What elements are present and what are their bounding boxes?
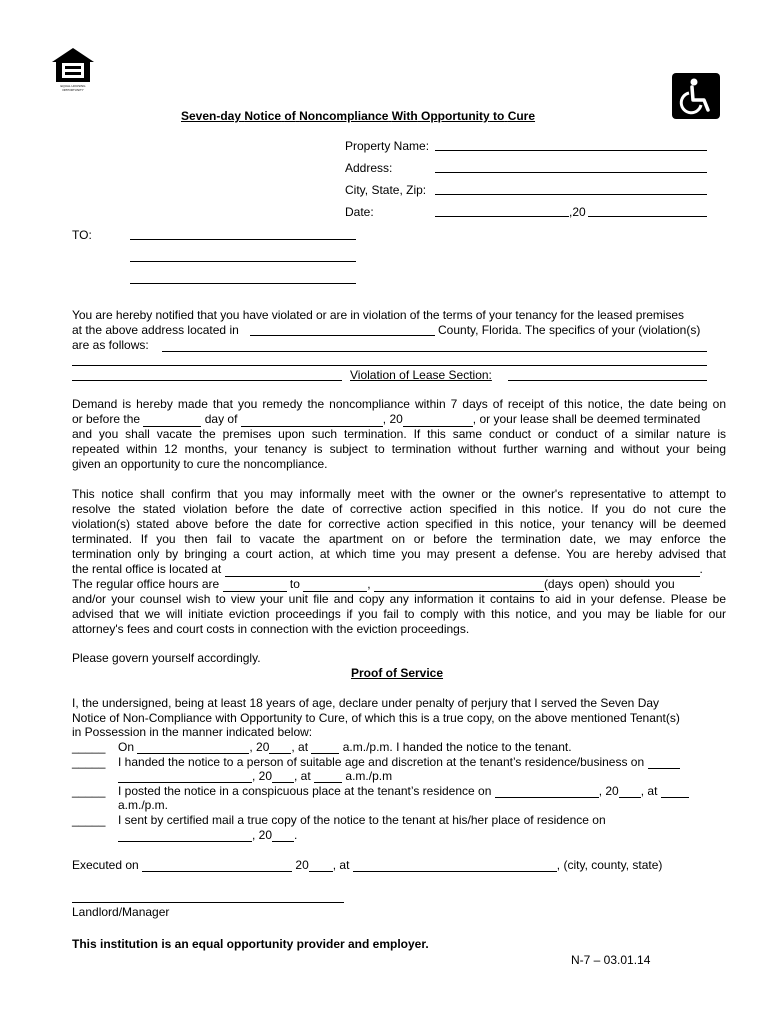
option-3-text-cont: a.m./p.m. [118,798,169,812]
date-field[interactable] [435,216,569,217]
option-4-text-cont: , 20 . [118,828,297,842]
address-label: Address: [345,161,393,175]
violations-field-1[interactable] [162,351,707,352]
violations-field-2[interactable] [72,365,707,366]
option-3-text: I posted the notice in a conspicuous place at the tenant’s residence on , 20 , at [118,784,689,798]
executed-line: Executed on 20 , at , (city, county, state) [72,858,663,872]
property-name-label: Property Name: [345,139,430,153]
intro-line-3: are as follows: [72,338,149,352]
demand-paragraph: Demand is hereby made that you remedy the noncompliance within 7 days of receipt of this notice, the date being on or before the day of , 20 , or your lease shall be deemed terminated and you shall vacate the premises upon such termination. If this same conduct or conduct of a similar nature is repeated within 12 months, your tenancy is subject to termination without further warning and without your being given an opportunity to cure the noncompliance. [72,397,726,471]
option-1-text: On , 20 , at a.m./p.m. I handed the notice to the tenant. [118,740,572,754]
option-2-text: I handed the notice to a person of suitable age and discretion at the tenant’s residence/business on [118,755,680,769]
proof-of-service-title: Proof of Service [351,666,444,680]
proof-line-3: in Possession in the manner indicated below: [72,725,313,739]
address-field[interactable] [435,172,707,173]
document-title: Seven-day Notice of Noncompliance With Opportunity to Cure [181,109,536,123]
violations-field-3[interactable] [72,380,342,381]
wheelchair-accessibility-icon [672,73,720,119]
form-code: N-7 – 03.01.14 [571,953,651,967]
signature-field[interactable] [72,902,344,903]
violation-section-field[interactable] [508,380,707,381]
logo-text: EQUAL HOUSING OPPORTUNITY [60,84,86,92]
date-year-label: ,20 [569,205,586,219]
city-state-zip-label: City, State, Zip: [345,183,427,197]
violation-section-label: Violation of Lease Section: [350,368,492,382]
intro-line-1: You are hereby notified that you have violated or are in violation of the terms of your tenancy for the leased premises [72,308,684,322]
option-3-checkbox[interactable]: _____ [72,784,106,798]
city-state-zip-field[interactable] [435,194,707,195]
option-4-checkbox[interactable]: _____ [72,813,106,827]
date-label: Date: [345,205,374,219]
to-line-1[interactable] [130,239,356,240]
option-1-checkbox[interactable]: _____ [72,740,106,754]
option-4-text: I sent by certified mail a true copy of the notice to the tenant at his/her place of residence on [118,813,606,827]
county-field[interactable] [250,335,435,336]
date-year-field[interactable] [588,216,707,217]
equal-housing-opportunity-logo [50,46,96,94]
property-name-field[interactable] [435,150,707,151]
govern-text: Please govern yourself accordingly. [72,651,261,665]
intro-line-2b: County, Florida. The specifics of your (violation(s) [438,323,701,337]
confirm-paragraph: This notice shall confirm that you may informally meet with the owner or the owner's representative to attempt to resolve the stated violation before the date of corrective action specified in this notice. If you do not cure the violation(s) stated above before the date for corrective action specified in this notice, your tenancy will be deemed terminated. If you then fail to vacate the apartment on or before the termination date, we may enforce the termination only by bringing a court action, at which time you may present a defense. You are hereby advised that the rental office is located at . The regular office hours are to , (days open) should you and/or your counsel wish to view your unit file and copy any information it contains to aid in your defense. Please be advised that we will initiate eviction proceedings if you fail to comply with this notice, and you may be liable for our attorney's fees and court costs in connection with the eviction proceedings. [72,487,726,636]
to-label: TO: [72,228,92,242]
proof-line-1: I, the undersigned, being at least 18 years of age, declare under penalty of perjury that I served the Seven Day [72,696,660,710]
equal-opportunity-statement: This institution is an equal opportunity provider and employer. [72,937,429,951]
intro-line-2a: at the above address located in [72,323,239,337]
proof-line-2: Notice of Non-Compliance with Opportunity to Cure, of which this is a true copy, on the above mentioned Tenant(s) [72,711,680,725]
signature-label: Landlord/Manager [72,905,170,919]
option-2-checkbox[interactable]: _____ [72,755,106,769]
to-line-3[interactable] [130,283,356,284]
to-line-2[interactable] [130,261,356,262]
option-2-text-cont: , 20 , at a.m./p.m [118,769,392,783]
